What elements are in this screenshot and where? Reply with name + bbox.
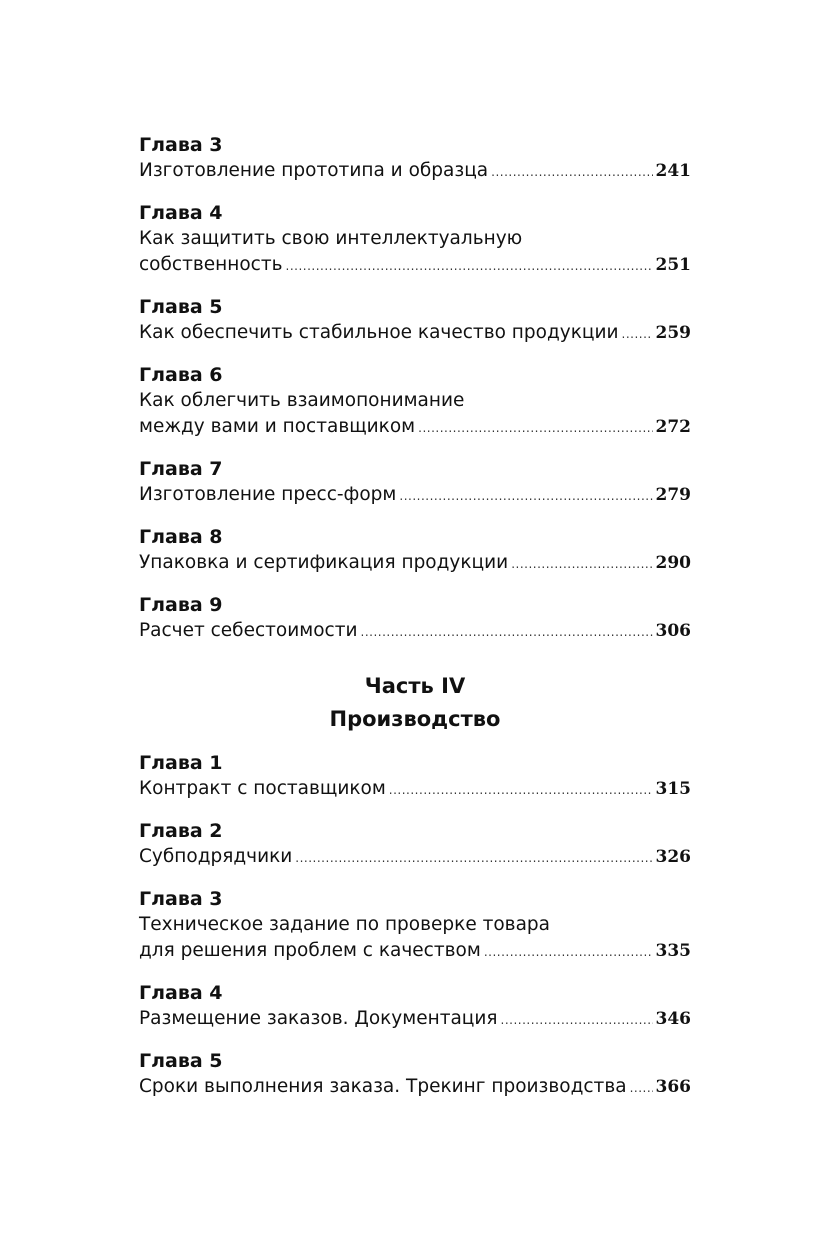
- chapter-label: Глава 5: [139, 1050, 223, 1072]
- toc-entry: [139, 200, 691, 278]
- chapter-label: Глава 1: [139, 752, 223, 774]
- part-subtitle: Производство: [329, 707, 501, 731]
- chapter-title: Как обеспечить стабильное качество продукции: [139, 322, 619, 343]
- toc-entry: [139, 524, 691, 576]
- dot-leader: [361, 619, 653, 645]
- page-number: 326: [655, 847, 691, 867]
- part-title: Часть IV: [364, 674, 466, 698]
- chapter-title: для решения проблем с качеством: [139, 940, 481, 961]
- dot-leader: [389, 777, 653, 803]
- page-number: 306: [655, 621, 691, 641]
- page-number: 346: [655, 1009, 691, 1029]
- dot-leader: [399, 483, 652, 509]
- dot-leader: [511, 551, 652, 577]
- chapter-title-line: Как облегчить взаимопонимание: [139, 390, 465, 411]
- chapter-title-row: [139, 482, 691, 508]
- page-number: 251: [655, 255, 691, 275]
- page-number: 279: [655, 485, 691, 505]
- page-number: 335: [655, 941, 691, 961]
- toc-entry: [139, 818, 691, 870]
- chapter-title: Сроки выполнения заказа. Трекинг производства: [139, 1076, 627, 1097]
- page-number: 315: [655, 779, 691, 799]
- chapter-title-row: [139, 320, 691, 346]
- dot-leader: [295, 845, 652, 871]
- chapter-label: Глава 3: [139, 888, 223, 910]
- chapter-title: Субподрядчики: [139, 846, 293, 867]
- chapter-title-row: [139, 158, 691, 184]
- chapter-label: Глава 9: [139, 594, 223, 616]
- toc-entry: [139, 456, 691, 508]
- toc-entry: [139, 886, 691, 964]
- chapter-title: Расчет себестоимости: [139, 620, 358, 641]
- toc-entry: [139, 592, 691, 644]
- chapter-title: Упаковка и сертификация продукции: [139, 552, 509, 573]
- chapter-label: Глава 4: [139, 202, 223, 224]
- dot-leader: [630, 1075, 653, 1101]
- toc-entry: [139, 980, 691, 1032]
- chapter-title-row: [139, 844, 691, 870]
- page-number: 366: [655, 1077, 691, 1097]
- chapter-title-row: [139, 252, 691, 278]
- page-number: 259: [655, 323, 691, 343]
- toc-entry: [139, 362, 691, 440]
- chapter-label: Глава 8: [139, 526, 223, 548]
- page-number: 290: [655, 553, 691, 573]
- chapter-label: Глава 3: [139, 134, 223, 156]
- dot-leader: [484, 939, 653, 965]
- toc-entry: [139, 132, 691, 184]
- chapter-title: Изготовление прототипа и образца: [139, 160, 489, 181]
- chapter-title: Размещение заказов. Документация: [139, 1008, 498, 1029]
- chapter-title-row: [139, 1006, 691, 1032]
- toc-entry: [139, 294, 691, 346]
- part-heading: [139, 670, 691, 736]
- dot-leader: [622, 321, 653, 347]
- page-number: 241: [655, 161, 691, 181]
- chapter-title-row: [139, 550, 691, 576]
- dot-leader: [418, 415, 652, 441]
- dot-leader: [491, 159, 652, 185]
- toc-section-part-4: [139, 750, 691, 1100]
- chapter-label: Глава 6: [139, 364, 223, 386]
- chapter-title-row: [139, 1074, 691, 1100]
- chapter-title: Контракт с поставщиком: [139, 778, 386, 799]
- chapter-label: Глава 7: [139, 458, 223, 480]
- page-number: 272: [655, 417, 691, 437]
- chapter-label: Глава 4: [139, 982, 223, 1004]
- toc-entry: [139, 1048, 691, 1100]
- table-of-contents: [139, 132, 691, 1116]
- dot-leader: [501, 1007, 653, 1033]
- chapter-label: Глава 5: [139, 296, 223, 318]
- chapter-title: собственность: [139, 254, 283, 275]
- chapter-title: между вами и поставщиком: [139, 416, 416, 437]
- chapter-title-row: [139, 414, 691, 440]
- dot-leader: [286, 253, 653, 279]
- chapter-title-row: [139, 776, 691, 802]
- chapter-title-row: [139, 618, 691, 644]
- toc-entry: [139, 750, 691, 802]
- chapter-title-line: Техническое задание по проверке товара: [139, 914, 551, 935]
- chapter-title-row: [139, 938, 691, 964]
- toc-section-part-3: [139, 132, 691, 644]
- chapter-label: Глава 2: [139, 820, 223, 842]
- chapter-title: Изготовление пресс-форм: [139, 484, 397, 505]
- chapter-title-line: Как защитить свою интеллектуальную: [139, 228, 523, 249]
